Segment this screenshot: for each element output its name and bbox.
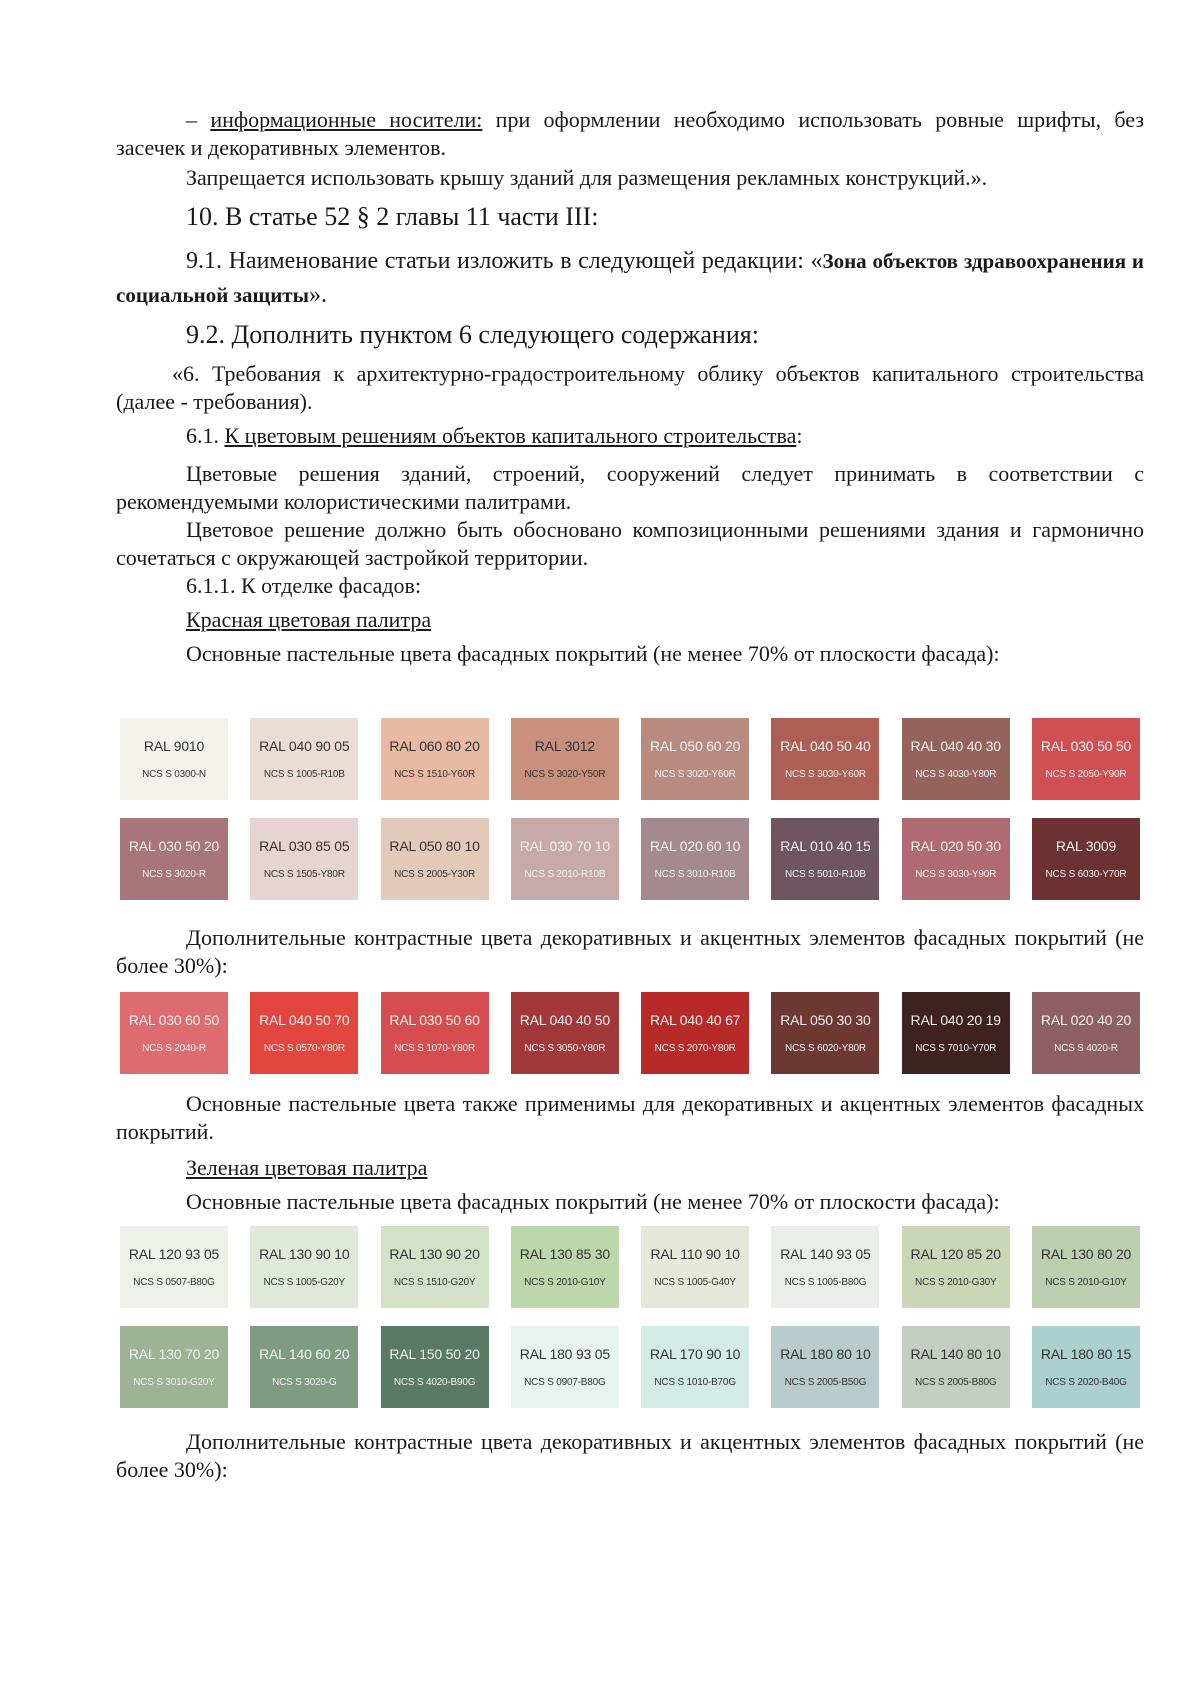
color-swatch [381,1326,489,1408]
color-swatch [902,1226,1010,1308]
ral-code: RAL 040 40 50 [519,1012,610,1028]
color-swatch [120,718,228,800]
ral-code: RAL 120 93 05 [128,1246,220,1262]
ral-code: RAL 180 80 10 [780,1346,871,1362]
ncs-code: NCS S 2010-R10B [524,869,606,880]
ral-code: RAL 050 80 10 [389,838,480,854]
ncs-code: NCS S 3020-G [272,1377,337,1388]
ncs-code: NCS S 6020-Y80R [784,1043,866,1054]
ral-code: RAL 030 60 50 [128,1012,220,1028]
ral-code: RAL 120 85 20 [910,1246,1001,1262]
ral-code: RAL 050 60 20 [649,738,741,754]
green-main-palette [120,1226,1140,1426]
paragraph-6: «6. Требования к архитектурно-градостроительному облику объектов капитального строительства (далее - требования). [116,361,1144,414]
ral-code: RAL 140 93 05 [780,1246,871,1262]
ncs-code: NCS S 2010-G10Y [524,1277,606,1288]
ncs-code: NCS S 3050-Y80R [524,1043,606,1054]
ncs-code: NCS S 6030-Y70R [1045,869,1127,880]
color-swatch [511,818,619,900]
dash: – [186,107,197,132]
paragraph-color-1: Цветовые решения зданий, строений, сооружений следует принимать в соответствии с рекомендуемыми колористическими палитрами. [116,461,1144,514]
info-carriers-label: информационные носители: [210,107,483,132]
ral-code: RAL 140 60 20 [259,1346,350,1362]
ncs-code: NCS S 1005-R10B [263,769,345,780]
paragraph-info-carriers [116,106,1144,162]
red-main-caption: Основные пастельные цвета фасадных покрытий (не менее 70% от плоскости фасада): [186,641,1000,666]
ncs-code: NCS S 2010-G10Y [1045,1277,1127,1288]
ncs-code: NCS S 0507-B80G [133,1277,215,1288]
ral-code: RAL 040 40 30 [910,738,1001,754]
color-swatch [511,992,619,1074]
ncs-code: NCS S 3010-R10B [654,869,736,880]
paragraph-roof-ban: Запрещается использовать крышу зданий для размещения рекламных конструкций.». [186,165,988,190]
p61-underlined: К цветовым решениям объектов капитального строительства [224,423,797,448]
color-swatch [120,818,228,900]
heading-article-10: 10. В статье 52 § 2 главы 11 части III: [186,202,599,231]
ral-code: RAL 040 50 70 [259,1012,350,1028]
red-note: Основные пастельные цвета также применимы для декоративных и акцентных элементов фасадных покрытий. [116,1091,1144,1144]
green-extra-caption: Дополнительные контрастные цвета декоративных и акцентных элементов фасадных покрытий (не более 30%): [116,1429,1144,1482]
ral-code: RAL 030 50 60 [389,1012,480,1028]
ncs-code: NCS S 3020-Y60R [654,769,736,780]
ral-code: RAL 040 20 19 [910,1012,1001,1028]
red-main-palette [120,718,1140,918]
color-swatch [1032,992,1140,1074]
swatch-row [120,818,1140,900]
p61-number: 6.1. [186,423,225,448]
color-swatch [771,1226,879,1308]
ncs-code: NCS S 2050-Y90R [1045,769,1127,780]
ncs-code: NCS S 1005-G40Y [654,1277,736,1288]
ncs-code: NCS S 3030-Y60R [784,769,866,780]
ncs-code: NCS S 2005-Y30R [394,869,476,880]
paragraph-6-1 [116,422,1144,450]
ncs-code: NCS S 1505-Y80R [263,869,345,880]
paragraph-color-2: Цветовое решение должно быть обосновано композиционными решениями здания и гармонично сочетаться с окружающей застройкой территории. [116,517,1144,570]
ral-code: RAL 150 50 20 [389,1346,480,1362]
ncs-code: NCS S 0907-B80G [524,1377,606,1388]
ncs-code: NCS S 3020-Y50R [524,769,606,780]
ncs-code: NCS S 4020-B90G [393,1377,476,1388]
color-swatch [1032,1226,1140,1308]
red-extra-palette [120,992,1140,1092]
ncs-code: NCS S 0570-Y80R [263,1043,345,1054]
color-swatch [641,718,749,800]
ral-code: RAL 030 70 10 [519,838,610,854]
color-swatch [902,1326,1010,1408]
swatch-row [120,718,1140,800]
color-swatch [902,818,1010,900]
ral-code: RAL 030 50 20 [128,838,220,854]
color-swatch [511,1326,619,1408]
color-swatch [511,718,619,800]
ral-code: RAL 040 40 67 [649,1012,741,1028]
p91-bold-name: Зона объектов здравоохранения и социальной защиты [116,249,1145,307]
color-swatch [250,1226,358,1308]
ral-code: RAL 030 50 50 [1040,738,1132,754]
ral-code: RAL 130 90 10 [259,1246,350,1262]
paragraph-6-1-1: 6.1.1. К отделке фасадов: [186,573,422,598]
ncs-code: NCS S 2010-G30Y [914,1277,997,1288]
green-palette-title: Зеленая цветовая палитра [186,1155,428,1180]
ncs-code: NCS S 2005-B50G [784,1377,867,1388]
p61-colon: : [796,423,803,448]
ral-code: RAL 030 85 05 [259,838,350,854]
color-swatch [641,1326,749,1408]
ncs-code: NCS S 2040-R [142,1043,206,1054]
swatch-row [120,992,1140,1074]
color-swatch [381,818,489,900]
red-extra-caption: Дополнительные контрастные цвета декоративных и акцентных элементов фасадных покрытий (не более 30%): [116,925,1144,978]
ral-code: RAL 130 90 20 [389,1246,480,1262]
ral-code: RAL 180 93 05 [519,1346,610,1362]
ncs-code: NCS S 3030-Y90R [915,869,997,880]
red-palette-title: Красная цветовая палитра [186,607,432,632]
info-carriers-text: при оформлении необходимо использовать ровные шрифты, без засечек и декоративных элементов. [116,107,1145,160]
ncs-code: NCS S 3010-G20Y [133,1377,215,1388]
ral-code: RAL 3012 [534,738,595,754]
color-swatch [1032,818,1140,900]
ral-code: RAL 020 40 20 [1040,1012,1132,1028]
ncs-code: NCS S 7010-Y70R [915,1043,997,1054]
color-swatch [641,1226,749,1308]
color-swatch [1032,1326,1140,1408]
ncs-code: NCS S 4030-Y80R [915,769,997,780]
color-swatch [1032,718,1140,800]
p91-text: 9.1. Наименование статьи изложить в следующей редакции: « [186,248,823,274]
ral-code: RAL 140 80 10 [910,1346,1001,1362]
ncs-code: NCS S 1005-G20Y [263,1277,346,1288]
ral-code: RAL 130 85 30 [519,1246,610,1262]
ncs-code: NCS S 2020-B40G [1045,1377,1127,1388]
ral-code: RAL 010 40 15 [780,838,871,854]
color-swatch [120,1226,228,1308]
ral-code: RAL 040 90 05 [259,738,350,754]
ral-code: RAL 040 50 40 [780,738,871,754]
ncs-code: NCS S 1070-Y80R [394,1043,476,1054]
ncs-code: NCS S 2070-Y80R [654,1043,736,1054]
ral-code: RAL 110 90 10 [650,1246,740,1262]
ncs-code: NCS S 0300-N [142,769,206,780]
color-swatch [902,992,1010,1074]
ral-code: RAL 130 80 20 [1040,1246,1132,1262]
color-swatch [120,992,228,1074]
color-swatch [771,1326,879,1408]
ral-code: RAL 020 50 30 [910,838,1001,854]
color-swatch [902,718,1010,800]
ncs-code: NCS S 1010-B70G [654,1377,736,1388]
ral-code: RAL 9010 [143,738,205,754]
heading-9-2: 9.2. Дополнить пунктом 6 следующего содержания: [186,320,759,349]
ncs-code: NCS S 1510-G20Y [393,1277,476,1288]
ncs-code: NCS S 5010-R10B [784,869,866,880]
color-swatch [771,992,879,1074]
color-swatch [381,1226,489,1308]
color-swatch [511,1226,619,1308]
swatch-row [120,1226,1140,1308]
ncs-code: NCS S 1005-B80G [784,1277,867,1288]
color-swatch [771,818,879,900]
ncs-code: NCS S 1510-Y60R [394,769,476,780]
ral-code: RAL 020 60 10 [649,838,741,854]
color-swatch [641,818,749,900]
p91-end: ». [309,282,328,308]
ral-code: RAL 170 90 10 [649,1346,741,1362]
ncs-code: NCS S 4020-R [1054,1043,1118,1054]
ral-code: RAL 130 70 20 [128,1346,220,1362]
ncs-code: NCS S 3020-R [142,869,206,880]
swatch-row [120,1326,1140,1408]
ral-code: RAL 050 30 30 [780,1012,871,1028]
color-swatch [641,992,749,1074]
color-swatch [250,818,358,900]
color-swatch [250,718,358,800]
ral-code: RAL 180 80 15 [1040,1346,1132,1362]
color-swatch [250,992,358,1074]
color-swatch [250,1326,358,1408]
color-swatch [381,718,489,800]
ral-code: RAL 3009 [1055,838,1117,854]
green-main-caption: Основные пастельные цвета фасадных покрытий (не менее 70% от плоскости фасада): [186,1189,1000,1214]
ncs-code: NCS S 2005-B80G [914,1377,997,1388]
color-swatch [120,1326,228,1408]
paragraph-9-1 [116,244,1144,312]
color-swatch [771,718,879,800]
ral-code: RAL 060 80 20 [389,738,480,754]
color-swatch [381,992,489,1074]
